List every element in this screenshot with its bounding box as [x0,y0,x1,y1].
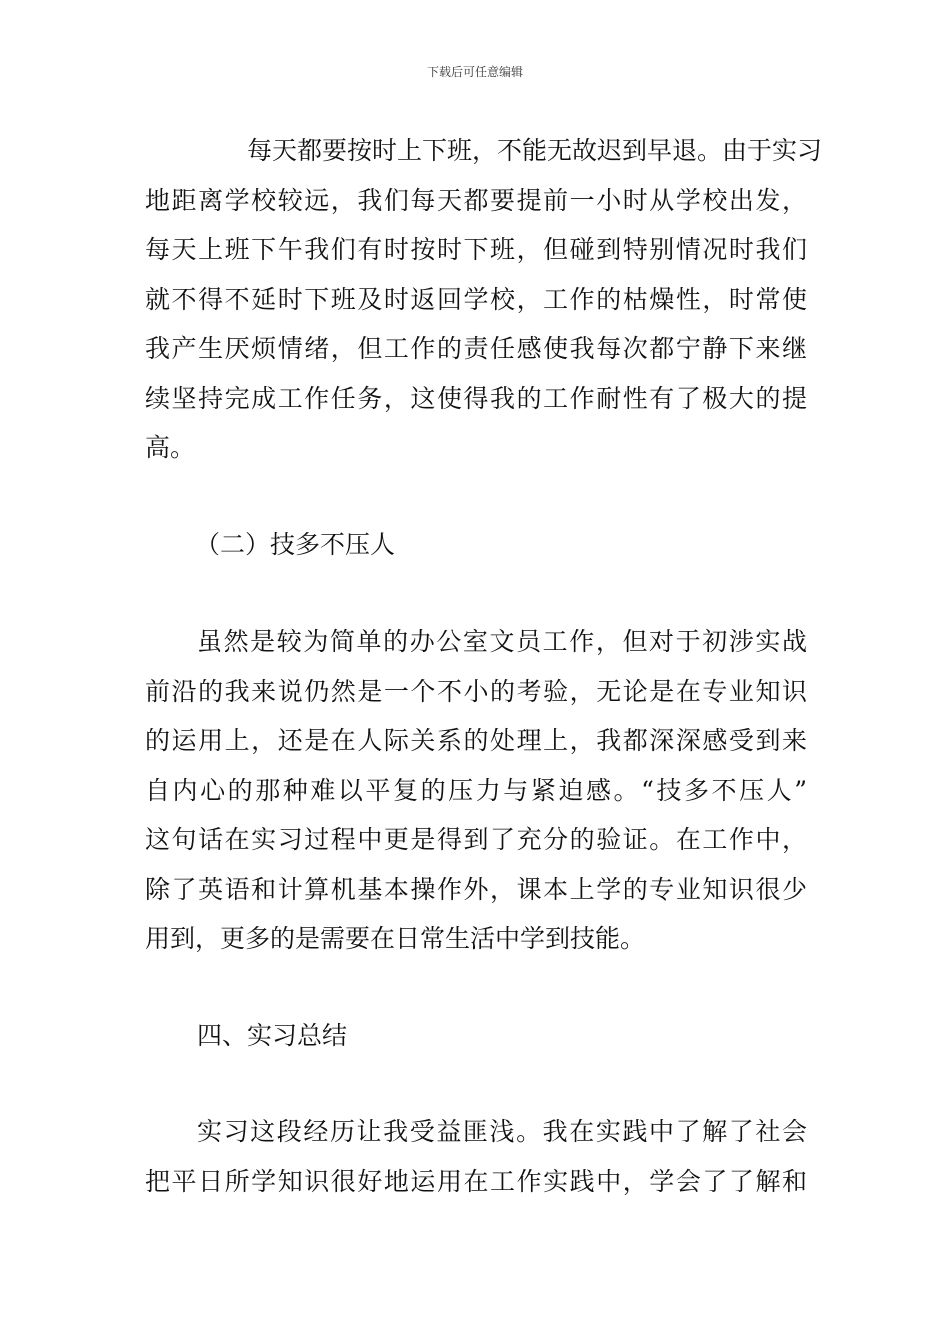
paragraph-line: 我产生厌烦情绪，但工作的责任感使我每次都宁静下来继 [145,334,807,363]
paragraph-line: 这句话在实习过程中更是得到了充分的验证。在工作中， [145,825,807,854]
paragraph-line: 实习这段经历让我受益匪浅。我在实践中了解了社会 [197,1117,807,1146]
paragraph-commute [145,126,823,473]
paragraph-line: 自内心的那种难以平复的压力与紧迫感。“技多不压人” [145,775,807,805]
paragraph-line: 的运用上，还是在人际关系的处理上，我都深深感受到来 [145,726,807,755]
paragraph-line: 高。 [145,433,196,462]
paragraph-line: 前沿的我来说仍然是一个不小的考验，无论是在专业知识 [145,676,807,706]
paragraph-line: 每天都要按时上下班，不能无故迟到早退。由于实习 [247,136,823,165]
paragraph-line: 续坚持完成工作任务，这使得我的工作耐性有了极大的提 [145,383,807,413]
paragraph-line: 用到，更多的是需要在日常生活中学到技能。 [145,924,646,953]
paragraph-line: 地距离学校较远，我们每天都要提前一小时从学校出发， [145,185,807,215]
paragraph-line: 虽然是较为简单的办公室文员工作，但对于初涉实战 [197,627,807,656]
page-header: 下载后可任意编辑 [426,65,523,79]
paragraph-summary [145,1107,807,1206]
section-heading-summary: 四、实习总结 [197,1020,348,1050]
document-body [145,126,823,1206]
paragraph-skills [145,617,807,964]
paragraph-line: 就不得不延时下班及时返回学校，工作的枯燥性，时常使 [145,284,807,314]
paragraph-line: 每天上班下午我们有时按时下班，但碰到特别情况时我们 [145,235,807,264]
section-heading-skills: （二）技多不压人 [195,529,396,559]
paragraph-line: 除了英语和计算机基本操作外，课本上学的专业知识很少 [145,874,807,904]
paragraph-line: 把平日所学知识很好地运用在工作实践中，学会了了解和 [145,1166,807,1196]
